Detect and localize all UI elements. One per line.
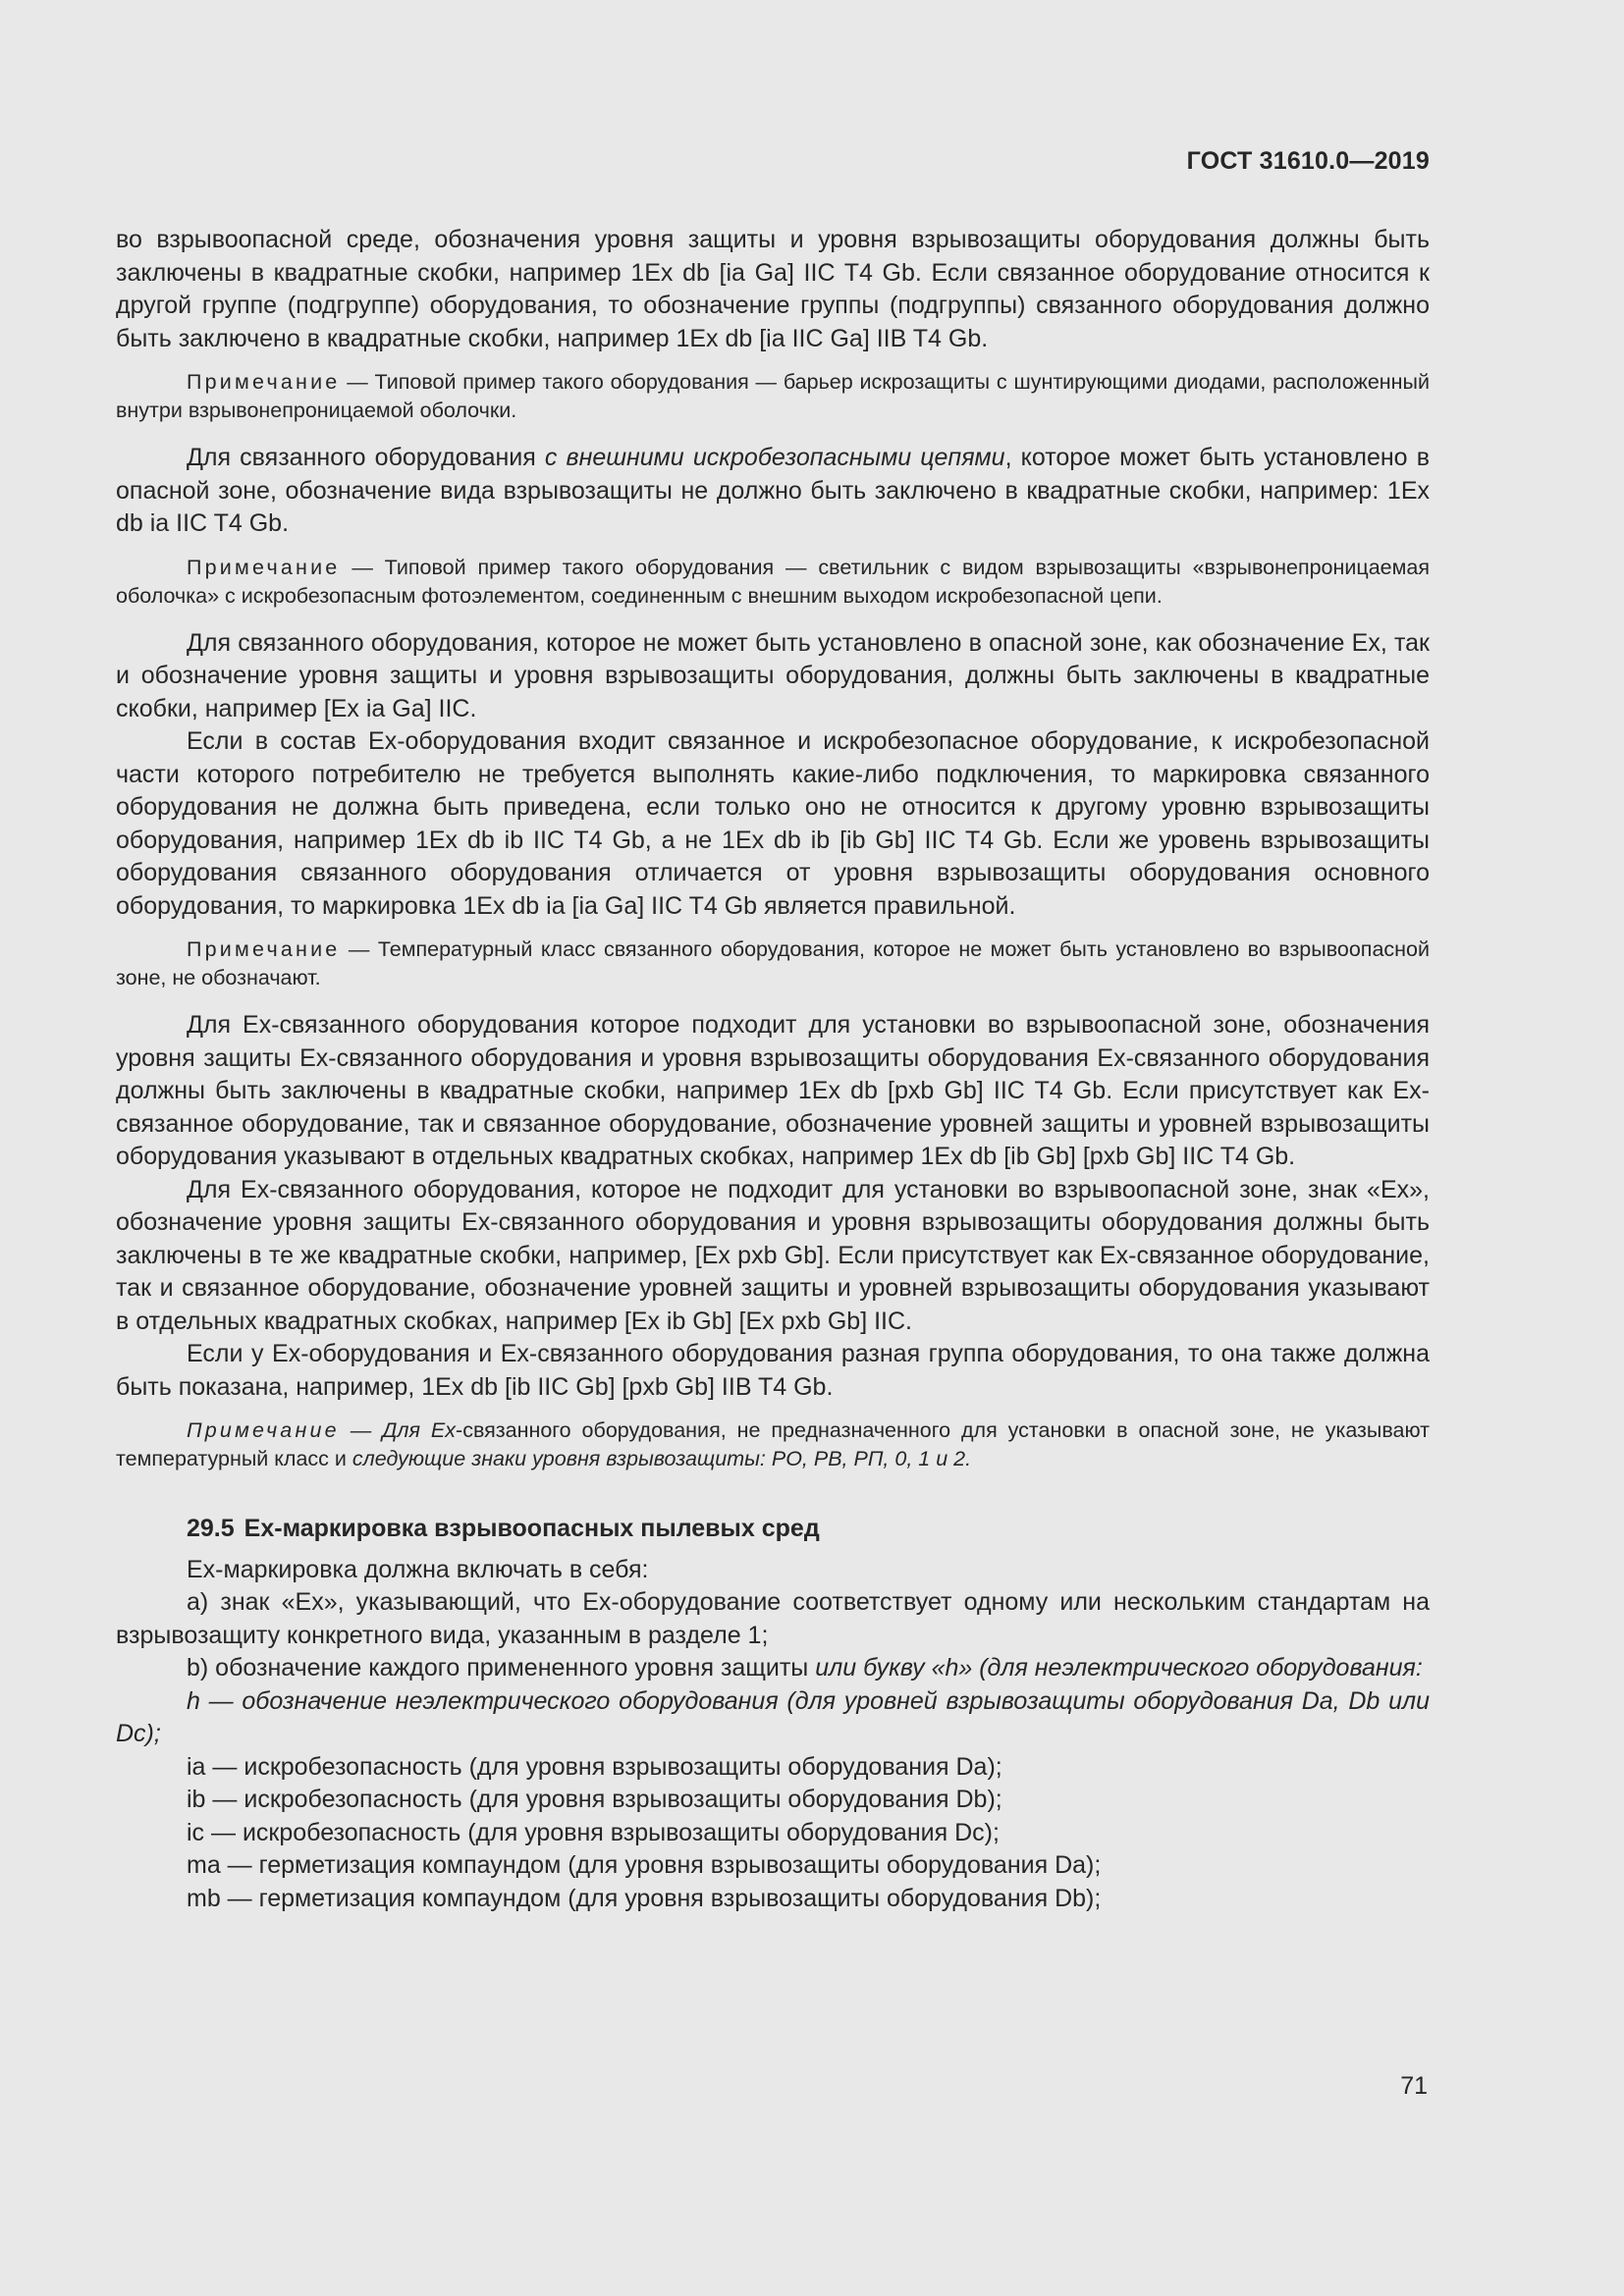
list-item-text: b) обозначение каждого примененного уровня защиты bbox=[187, 1654, 816, 1682]
note bbox=[116, 368, 1430, 425]
note-text: — Температурный класс связанного оборудования, которое не может быть установлено во взрывоопасной зоне, не обозначают. bbox=[116, 937, 1430, 989]
list-item: mb — герметизация компаундом (для уровня взрывозащиты оборудования Db); bbox=[187, 1884, 1102, 1912]
paragraph-text: , которое может быть установлено в опасной зоне, обозначение вида взрывозащиты не должно быть заключено в квадратные скобки, например: 1Ex db ia IIC T4 Gb. bbox=[116, 444, 1430, 537]
list-item-italic-text: h — обозначение неэлектрического оборудования (для уровней взрывозащиты оборудования Da, Db или Dc); bbox=[116, 1686, 1430, 1747]
list-item: ic — искробезопасность (для уровня взрывозащиты оборудования Dc); bbox=[187, 1818, 1000, 1846]
note-label: Примечание bbox=[187, 370, 341, 394]
note-text: следующие знаки уровня взрывозащиты: PO, PB, PП, 0, 1 и 2. bbox=[352, 1447, 972, 1470]
note-label: Примечание bbox=[187, 1418, 340, 1442]
note bbox=[116, 554, 1430, 611]
paragraph: Если в состав Ex-оборудования входит связанное и искробезопасное оборудование, к искробезопасной части которого потребителю не требуется выполнять какие-либо подключения, то маркировка связанного оборудования не должна быть приведена, если только оно не относится к другому уровню взрывозащиты оборудования, например 1Ex db ib IIC T4 Gb, а не 1Ex db ib [ib Gb] IIC T4 Gb. Если же уровень взрывозащиты оборудования связанного оборудования отличается от уровня взрывозащиты оборудования основного оборудования, то маркировка 1Ex db ia [ia Ga] IIC T4 Gb является правильной. bbox=[116, 727, 1430, 920]
document-header: ГОСТ 31610.0—2019 bbox=[1186, 147, 1430, 175]
list-item: ia — искробезопасность (для уровня взрывозащиты оборудования Da); bbox=[187, 1752, 1002, 1781]
paragraph: Для Ex-связанного оборудования которое подходит для установки во взрывоопасной зоне, обозначения уровня защиты Ex-связанного оборудования и уровня взрывозащиты оборудования Ex-связанного оборудования должны быть заключены в квадратные скобки, например 1Ex db [pxb Gb] IIC T4 Gb. Если присутствует как Ex-связанное оборудование, так и связанное оборудование, обозначение уровней защиты и уровней взрывозащиты оборудования указывают в отдельных квадратных скобках, например 1Ex db [ib Gb] [pxb Gb] IIC T4 Gb. bbox=[116, 1011, 1430, 1170]
note-label: Примечание bbox=[187, 937, 341, 961]
note bbox=[116, 935, 1430, 992]
list-item bbox=[116, 1685, 1430, 1751]
list-item-italic-text: или букву «h» (для неэлектрического оборудования: bbox=[815, 1654, 1423, 1682]
note-text: — Для Ex bbox=[339, 1418, 457, 1442]
section-number: 29.5 bbox=[187, 1515, 235, 1542]
section-intro: Ex-маркировка должна включать в себя: bbox=[187, 1555, 649, 1583]
note bbox=[116, 1416, 1430, 1473]
paragraph-text: Для связанного оборудования bbox=[187, 444, 545, 471]
paragraph: Если у Ex-оборудования и Ex-связанного оборудования разная группа оборудования, то она также должна быть показана, например, 1Ex db [ib IIC Gb] [pxb Gb] IIB T4 Gb. bbox=[116, 1340, 1430, 1401]
note-text: -связанного оборудования, не предназначенного для установки в опасной зоне, не указывают температурный класс и bbox=[116, 1418, 1430, 1470]
note-text: — Типовой пример такого оборудования — светильник с видом взрывозащиты «взрывонепроницаемая оболочка» с искробезопасным фотоэлементом, соединенным с внешним выходом искробезопасной цепи. bbox=[116, 555, 1430, 608]
paragraph: во взрывоопасной среде, обозначения уровня защиты и уровня взрывозащиты оборудования должны быть заключены в квадратные скобки, например 1Ex db [ia Ga] IIC T4 Gb. Если связанное оборудование относится к другой группе (подгруппе) оборудования, то обозначение группы (подгруппы) связанного оборудования должно быть заключено в квадратные скобки, например 1Ex db [ia IIC Ga] IIB T4 Gb. bbox=[116, 226, 1430, 352]
note-label: Примечание bbox=[187, 555, 341, 579]
paragraph bbox=[116, 442, 1430, 541]
page-number: 71 bbox=[1400, 2072, 1428, 2100]
paragraph: Для Ex-связанного оборудования, которое не подходит для установки во взрывоопасной зоне, знак «Ex», обозначение уровня защиты Ex-связанного оборудования и уровня взрывозащиты оборудования должны быть заключены в те же квадратные скобки, например, [Ex pxb Gb]. Если присутствует как Ex-связанное оборудование, так и связанное оборудование, обозначение уровней защиты и уровней взрывозащиты оборудования указывают в отдельных квадратных скобках, например [Ex ib Gb] [Ex pxb Gb] IIC. bbox=[116, 1175, 1430, 1335]
paragraph: Для связанного оборудования, которое не может быть установлено в опасной зоне, как обозначение Ex, так и обозначение уровня защиты и уровня взрывозащиты оборудования, должны быть заключены в квадратные скобки, например [Ex ia Ga] IIC. bbox=[116, 628, 1430, 722]
note-text: — Типовой пример такого оборудования — барьер искрозащиты с шунтирующими диодами, расположенный внутри взрывонепроницаемой оболочки. bbox=[116, 370, 1430, 422]
section-title: Ex-маркировка взрывоопасных пылевых сред bbox=[244, 1515, 820, 1542]
page-content bbox=[116, 224, 1430, 1915]
list-item: ib — искробезопасность (для уровня взрывозащиты оборудования Db); bbox=[187, 1786, 1002, 1813]
list-item bbox=[116, 1652, 1430, 1685]
list-item: а) знак «Ex», указывающий, что Ex-оборудование соответствует одному или нескольким стандартам на взрывозащиту конкретного вида, указанным в разделе 1; bbox=[116, 1588, 1430, 1649]
paragraph-italic-text: с внешними искробезопасными цепями bbox=[544, 444, 1005, 471]
section-heading bbox=[116, 1513, 1430, 1546]
list-item: ma — герметизация компаундом (для уровня взрывозащиты оборудования Da); bbox=[187, 1851, 1102, 1879]
